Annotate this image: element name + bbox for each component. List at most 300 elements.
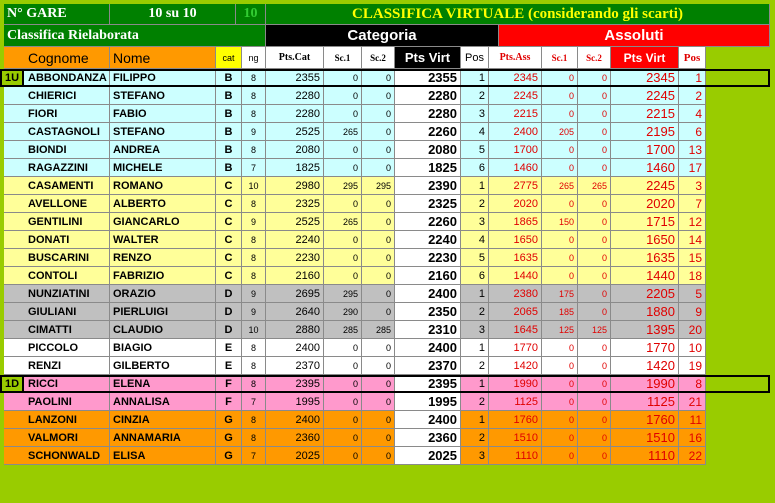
table-row[interactable] <box>4 231 770 249</box>
cell-pts-virt-a: 2020 <box>611 195 679 213</box>
cell-pts-virt-a: 2195 <box>611 123 679 141</box>
cell-sc2-a: 0 <box>578 69 611 87</box>
cell-ng: 7 <box>242 447 266 465</box>
cell-ng: 8 <box>242 411 266 429</box>
cell-pts-virt-a: 1125 <box>611 393 679 411</box>
cell-cognome: RICCI <box>4 375 110 393</box>
cell-cat: C <box>216 231 242 249</box>
cell-nome: FILIPPO <box>110 69 216 87</box>
cell-sc1-a: 0 <box>542 159 578 177</box>
cell-cat: D <box>216 321 242 339</box>
cell-ng: 8 <box>242 231 266 249</box>
cell-pts-ass: 1700 <box>489 141 542 159</box>
cell-sc2-a: 0 <box>578 195 611 213</box>
col-pts-cat[interactable]: Pts.Cat <box>266 47 324 69</box>
cell-cognome: CONTOLI <box>4 267 110 285</box>
cell-sc2: 0 <box>362 123 395 141</box>
cell-pos: 5 <box>461 141 489 159</box>
cell-sc2: 0 <box>362 69 395 87</box>
cell-pos: 1 <box>461 375 489 393</box>
cell-pos-a: 3 <box>679 177 706 195</box>
cell-nome: FABRIZIO <box>110 267 216 285</box>
cell-sc1-a: 150 <box>542 213 578 231</box>
cell-pts-virt-a: 2205 <box>611 285 679 303</box>
cell-pos-a: 14 <box>679 231 706 249</box>
cell-sc2-a: 0 <box>578 447 611 465</box>
cell-pts-cat: 2525 <box>266 213 324 231</box>
cell-sc1: 0 <box>324 429 362 447</box>
cell-pos: 2 <box>461 429 489 447</box>
cell-pts-virt-a: 1760 <box>611 411 679 429</box>
cell-sc2-a: 0 <box>578 87 611 105</box>
cell-pts-virt: 2400 <box>395 339 461 357</box>
cell-pos: 2 <box>461 303 489 321</box>
cell-pts-virt: 2230 <box>395 249 461 267</box>
cell-cognome: BUSCARINI <box>4 249 110 267</box>
cell-cognome: RENZI <box>4 357 110 375</box>
cell-cognome: NUNZIATINI <box>4 285 110 303</box>
cell-sc1: 0 <box>324 267 362 285</box>
cell-nome: ANDREA <box>110 141 216 159</box>
cell-cognome: CIMATTI <box>4 321 110 339</box>
cell-cat: F <box>216 375 242 393</box>
cell-pts-ass: 1635 <box>489 249 542 267</box>
cell-pos: 3 <box>461 213 489 231</box>
cell-pts-ass: 1420 <box>489 357 542 375</box>
cell-pts-cat: 2160 <box>266 267 324 285</box>
cell-ng: 8 <box>242 429 266 447</box>
cell-pts-cat: 2280 <box>266 87 324 105</box>
cell-pos: 1 <box>461 285 489 303</box>
cell-sc1: 295 <box>324 177 362 195</box>
cell-sc1: 0 <box>324 411 362 429</box>
cell-pos-a: 20 <box>679 321 706 339</box>
cell-pts-cat: 2400 <box>266 411 324 429</box>
cell-pts-cat: 2080 <box>266 141 324 159</box>
cell-sc1-a: 205 <box>542 123 578 141</box>
cell-sc2-a: 0 <box>578 105 611 123</box>
col-ng[interactable]: ng <box>242 47 266 69</box>
cell-cognome: CASAMENTI <box>4 177 110 195</box>
cell-cognome: AVELLONE <box>4 195 110 213</box>
table-row[interactable] <box>4 411 770 429</box>
cell-pos: 2 <box>461 195 489 213</box>
cell-cognome: GENTILINI <box>4 213 110 231</box>
cell-sc1: 295 <box>324 285 362 303</box>
col-sc1-ass[interactable]: Sc.1 <box>542 47 578 69</box>
cell-pts-virt: 2280 <box>395 87 461 105</box>
cell-cat: B <box>216 69 242 87</box>
cell-pts-virt: 2395 <box>395 375 461 393</box>
cell-pos-a: 16 <box>679 429 706 447</box>
col-pos-ass[interactable]: Pos <box>679 47 706 69</box>
cell-sc2-a: 0 <box>578 375 611 393</box>
cell-pts-cat: 2325 <box>266 195 324 213</box>
col-sc1[interactable]: Sc.1 <box>324 47 362 69</box>
cell-cognome: CASTAGNOLI <box>4 123 110 141</box>
table-row[interactable] <box>4 321 770 339</box>
cell-pos: 4 <box>461 123 489 141</box>
cell-sc2: 0 <box>362 429 395 447</box>
cell-cognome: PICCOLO <box>4 339 110 357</box>
cell-ng: 8 <box>242 339 266 357</box>
cell-cat: D <box>216 285 242 303</box>
cell-cat: C <box>216 177 242 195</box>
cell-pts-ass: 1110 <box>489 447 542 465</box>
cell-cat: D <box>216 303 242 321</box>
cell-sc1: 0 <box>324 249 362 267</box>
gare-count: 10 <box>236 4 266 25</box>
cell-pts-virt-a: 1700 <box>611 141 679 159</box>
cell-sc2: 0 <box>362 159 395 177</box>
cell-sc2-a: 0 <box>578 357 611 375</box>
cell-pos-a: 4 <box>679 105 706 123</box>
col-cognome[interactable]: Cognome <box>4 47 110 69</box>
cell-pts-virt-a: 1650 <box>611 231 679 249</box>
col-pos[interactable]: Pos <box>461 47 489 69</box>
cell-ng: 8 <box>242 69 266 87</box>
table-row[interactable] <box>4 357 770 375</box>
table-row[interactable] <box>4 159 770 177</box>
cell-cat: C <box>216 267 242 285</box>
cell-nome: RENZO <box>110 249 216 267</box>
cell-sc1: 0 <box>324 87 362 105</box>
table-row[interactable] <box>4 249 770 267</box>
cell-cognome: PAOLINI <box>4 393 110 411</box>
cell-sc1-a: 0 <box>542 105 578 123</box>
cell-nome: CLAUDIO <box>110 321 216 339</box>
cell-pts-ass: 1460 <box>489 159 542 177</box>
cell-pts-ass: 2065 <box>489 303 542 321</box>
cell-pts-virt-a: 1440 <box>611 267 679 285</box>
cell-pos-a: 2 <box>679 87 706 105</box>
cell-sc2: 285 <box>362 321 395 339</box>
cell-nome: ELISA <box>110 447 216 465</box>
header-row-groups <box>4 25 770 47</box>
cell-pts-virt: 2160 <box>395 267 461 285</box>
cell-pts-ass: 1990 <box>489 375 542 393</box>
cell-nome: PIERLUIGI <box>110 303 216 321</box>
cell-cat: C <box>216 213 242 231</box>
cell-nome: STEFANO <box>110 87 216 105</box>
cell-pts-virt-a: 1635 <box>611 249 679 267</box>
cell-sc2: 295 <box>362 177 395 195</box>
cell-pts-virt-a: 2215 <box>611 105 679 123</box>
categoria-group-header: Categoria <box>266 25 499 47</box>
cell-ng: 10 <box>242 177 266 195</box>
cell-nome: CINZIA <box>110 411 216 429</box>
cell-pts-virt: 2240 <box>395 231 461 249</box>
cell-sc1-a: 0 <box>542 69 578 87</box>
cell-pts-cat: 1825 <box>266 159 324 177</box>
cell-nome: GILBERTO <box>110 357 216 375</box>
cell-sc2: 0 <box>362 357 395 375</box>
cell-pos-a: 22 <box>679 447 706 465</box>
cell-nome: MICHELE <box>110 159 216 177</box>
cell-pts-cat: 2355 <box>266 69 324 87</box>
cell-sc2-a: 0 <box>578 123 611 141</box>
cell-sc1-a: 0 <box>542 87 578 105</box>
cell-nome: ANNAMARIA <box>110 429 216 447</box>
cell-pts-virt: 2025 <box>395 447 461 465</box>
cell-pos: 2 <box>461 393 489 411</box>
cell-sc2: 0 <box>362 249 395 267</box>
table-row[interactable] <box>4 375 770 393</box>
col-pts-ass[interactable]: Pts.Ass <box>489 47 542 69</box>
cell-pos-a: 7 <box>679 195 706 213</box>
cell-cognome: ABBONDANZA <box>4 69 110 87</box>
cell-pts-virt-a: 1510 <box>611 429 679 447</box>
cell-sc1-a: 0 <box>542 141 578 159</box>
cell-sc1-a: 0 <box>542 231 578 249</box>
col-sc2-ass[interactable]: Sc.2 <box>578 47 611 69</box>
cell-sc2-a: 0 <box>578 429 611 447</box>
col-pts-virt-ass[interactable]: Pts Virt <box>611 47 679 69</box>
table-row[interactable] <box>4 303 770 321</box>
cell-cognome: VALMORI <box>4 429 110 447</box>
cell-pts-cat: 2395 <box>266 375 324 393</box>
cell-ng: 8 <box>242 87 266 105</box>
subtitle: Classifica Rielaborata <box>4 25 266 47</box>
cell-pts-virt: 2400 <box>395 285 461 303</box>
cell-sc2-a: 0 <box>578 303 611 321</box>
cell-pts-ass: 2400 <box>489 123 542 141</box>
cell-sc1-a: 0 <box>542 249 578 267</box>
cell-pts-virt-a: 2345 <box>611 69 679 87</box>
col-nome[interactable]: Nome <box>110 47 216 69</box>
cell-pts-cat: 2280 <box>266 105 324 123</box>
leader-tag: 1U <box>0 69 24 87</box>
cell-sc2-a: 265 <box>578 177 611 195</box>
cell-cat: E <box>216 357 242 375</box>
table-row[interactable] <box>4 267 770 285</box>
cell-sc1-a: 0 <box>542 429 578 447</box>
cell-pts-virt: 2280 <box>395 105 461 123</box>
cell-pts-cat: 2370 <box>266 357 324 375</box>
cell-pts-virt: 2350 <box>395 303 461 321</box>
cell-pos: 1 <box>461 177 489 195</box>
table-row[interactable] <box>4 87 770 105</box>
cell-cat: B <box>216 105 242 123</box>
cell-sc2: 0 <box>362 105 395 123</box>
cell-cognome: DONATI <box>4 231 110 249</box>
cell-sc2-a: 0 <box>578 285 611 303</box>
cell-cat: G <box>216 447 242 465</box>
cell-pos-a: 1 <box>679 69 706 87</box>
cell-pts-virt: 2390 <box>395 177 461 195</box>
cell-pos-a: 13 <box>679 141 706 159</box>
cell-sc2-a: 0 <box>578 249 611 267</box>
cell-sc2-a: 0 <box>578 393 611 411</box>
cell-pos-a: 6 <box>679 123 706 141</box>
cell-pts-ass: 2775 <box>489 177 542 195</box>
cell-sc2: 0 <box>362 231 395 249</box>
cell-sc2: 0 <box>362 141 395 159</box>
cell-pos-a: 8 <box>679 375 706 393</box>
cell-pts-ass: 2245 <box>489 87 542 105</box>
table-row[interactable] <box>4 123 770 141</box>
cell-sc1-a: 175 <box>542 285 578 303</box>
cell-cat: F <box>216 393 242 411</box>
cell-cat: B <box>216 123 242 141</box>
cell-pos-a: 18 <box>679 267 706 285</box>
cell-sc1-a: 0 <box>542 357 578 375</box>
cell-pts-virt: 2310 <box>395 321 461 339</box>
cell-pts-virt-a: 2245 <box>611 87 679 105</box>
col-cat[interactable]: cat <box>216 47 242 69</box>
table-row[interactable] <box>4 213 770 231</box>
table-row[interactable] <box>4 393 770 411</box>
cell-ng: 10 <box>242 321 266 339</box>
cell-cat: G <box>216 411 242 429</box>
cell-sc1: 0 <box>324 393 362 411</box>
cell-nome: ROMANO <box>110 177 216 195</box>
cell-pts-ass: 1770 <box>489 339 542 357</box>
table-row[interactable] <box>4 429 770 447</box>
cell-sc2-a: 0 <box>578 213 611 231</box>
cell-pts-ass: 2345 <box>489 69 542 87</box>
cell-sc1-a: 0 <box>542 195 578 213</box>
cell-sc1: 0 <box>324 159 362 177</box>
cell-cognome: CHIERICI <box>4 87 110 105</box>
cell-cognome: BIONDI <box>4 141 110 159</box>
cell-nome: ORAZIO <box>110 285 216 303</box>
cell-pts-virt: 2325 <box>395 195 461 213</box>
cell-sc2-a: 0 <box>578 159 611 177</box>
cell-sc2: 0 <box>362 213 395 231</box>
cell-cat: C <box>216 195 242 213</box>
table-row[interactable] <box>4 105 770 123</box>
cell-ng: 8 <box>242 249 266 267</box>
ranking-table-body <box>4 69 770 465</box>
cell-cat: B <box>216 87 242 105</box>
page-title: CLASSIFICA VIRTUALE (considerando gli scarti) <box>266 4 770 25</box>
cell-ng: 8 <box>242 195 266 213</box>
cell-pos: 1 <box>461 411 489 429</box>
cell-sc1: 0 <box>324 141 362 159</box>
cell-nome: ALBERTO <box>110 195 216 213</box>
cell-cognome: SCHONWALD <box>4 447 110 465</box>
cell-pos: 4 <box>461 231 489 249</box>
table-row[interactable] <box>4 447 770 465</box>
cell-sc2-a: 0 <box>578 339 611 357</box>
cell-nome: GIANCARLO <box>110 213 216 231</box>
cell-sc1-a: 0 <box>542 267 578 285</box>
cell-sc2-a: 0 <box>578 141 611 159</box>
cell-pos-a: 5 <box>679 285 706 303</box>
cell-pts-cat: 2025 <box>266 447 324 465</box>
cell-sc1: 265 <box>324 213 362 231</box>
cell-sc1: 285 <box>324 321 362 339</box>
table-row[interactable] <box>4 177 770 195</box>
table-row[interactable] <box>4 285 770 303</box>
col-sc2[interactable]: Sc.2 <box>362 47 395 69</box>
cell-pts-virt: 2360 <box>395 429 461 447</box>
cell-sc2-a: 0 <box>578 411 611 429</box>
cell-cognome: RAGAZZINI <box>4 159 110 177</box>
table-row[interactable] <box>4 195 770 213</box>
cell-pts-cat: 2640 <box>266 303 324 321</box>
cell-sc1-a: 125 <box>542 321 578 339</box>
cell-sc2: 0 <box>362 303 395 321</box>
cell-sc1-a: 0 <box>542 393 578 411</box>
cell-pos: 3 <box>461 321 489 339</box>
cell-sc1-a: 0 <box>542 447 578 465</box>
cell-cat: B <box>216 141 242 159</box>
cell-sc2-a: 125 <box>578 321 611 339</box>
cell-pts-virt: 2080 <box>395 141 461 159</box>
cell-pts-virt: 1995 <box>395 393 461 411</box>
cell-cognome: LANZONI <box>4 411 110 429</box>
cell-pos: 5 <box>461 249 489 267</box>
cell-pts-ass: 2215 <box>489 105 542 123</box>
cell-pts-virt-a: 1880 <box>611 303 679 321</box>
header-row-gare <box>4 4 770 25</box>
cell-pos-a: 9 <box>679 303 706 321</box>
cell-sc1-a: 0 <box>542 339 578 357</box>
cell-sc2: 0 <box>362 339 395 357</box>
column-header-row <box>4 47 770 69</box>
cell-ng: 9 <box>242 303 266 321</box>
assoluti-group-header: Assoluti <box>499 25 770 47</box>
cell-pts-ass: 1440 <box>489 267 542 285</box>
cell-sc2: 0 <box>362 285 395 303</box>
cell-sc1: 0 <box>324 69 362 87</box>
cell-pts-ass: 1865 <box>489 213 542 231</box>
cell-pts-virt: 2260 <box>395 123 461 141</box>
cell-sc1: 0 <box>324 231 362 249</box>
cell-pts-ass: 2020 <box>489 195 542 213</box>
cell-cognome: FIORI <box>4 105 110 123</box>
cell-pts-virt-a: 1990 <box>611 375 679 393</box>
cell-nome: FABIO <box>110 105 216 123</box>
cell-sc2: 0 <box>362 195 395 213</box>
cell-sc1: 0 <box>324 105 362 123</box>
table-row[interactable] <box>4 141 770 159</box>
cell-pts-cat: 2695 <box>266 285 324 303</box>
cell-pos: 3 <box>461 105 489 123</box>
cell-nome: BIAGIO <box>110 339 216 357</box>
cell-sc2: 0 <box>362 393 395 411</box>
gare-value: 10 su 10 <box>110 4 236 25</box>
cell-sc1-a: 185 <box>542 303 578 321</box>
cell-sc1-a: 265 <box>542 177 578 195</box>
cell-ng: 8 <box>242 267 266 285</box>
cell-ng: 7 <box>242 159 266 177</box>
cell-pts-virt-a: 1420 <box>611 357 679 375</box>
cell-pos-a: 21 <box>679 393 706 411</box>
table-row[interactable] <box>4 339 770 357</box>
cell-pts-virt: 1825 <box>395 159 461 177</box>
cell-pts-virt-a: 1460 <box>611 159 679 177</box>
col-pts-virt[interactable]: Pts Virt <box>395 47 461 69</box>
cell-pts-cat: 2980 <box>266 177 324 195</box>
cell-pos: 2 <box>461 87 489 105</box>
cell-sc1-a: 0 <box>542 375 578 393</box>
cell-pts-cat: 2400 <box>266 339 324 357</box>
table-row[interactable] <box>4 69 770 87</box>
cell-sc2: 0 <box>362 447 395 465</box>
cell-sc2-a: 0 <box>578 231 611 249</box>
cell-ng: 7 <box>242 393 266 411</box>
cell-pos-a: 10 <box>679 339 706 357</box>
cell-sc2: 0 <box>362 411 395 429</box>
gare-label: N° GARE <box>4 4 110 25</box>
cell-nome: ANNALISA <box>110 393 216 411</box>
cell-ng: 9 <box>242 213 266 231</box>
cell-nome: ELENA <box>110 375 216 393</box>
cell-sc2: 0 <box>362 375 395 393</box>
